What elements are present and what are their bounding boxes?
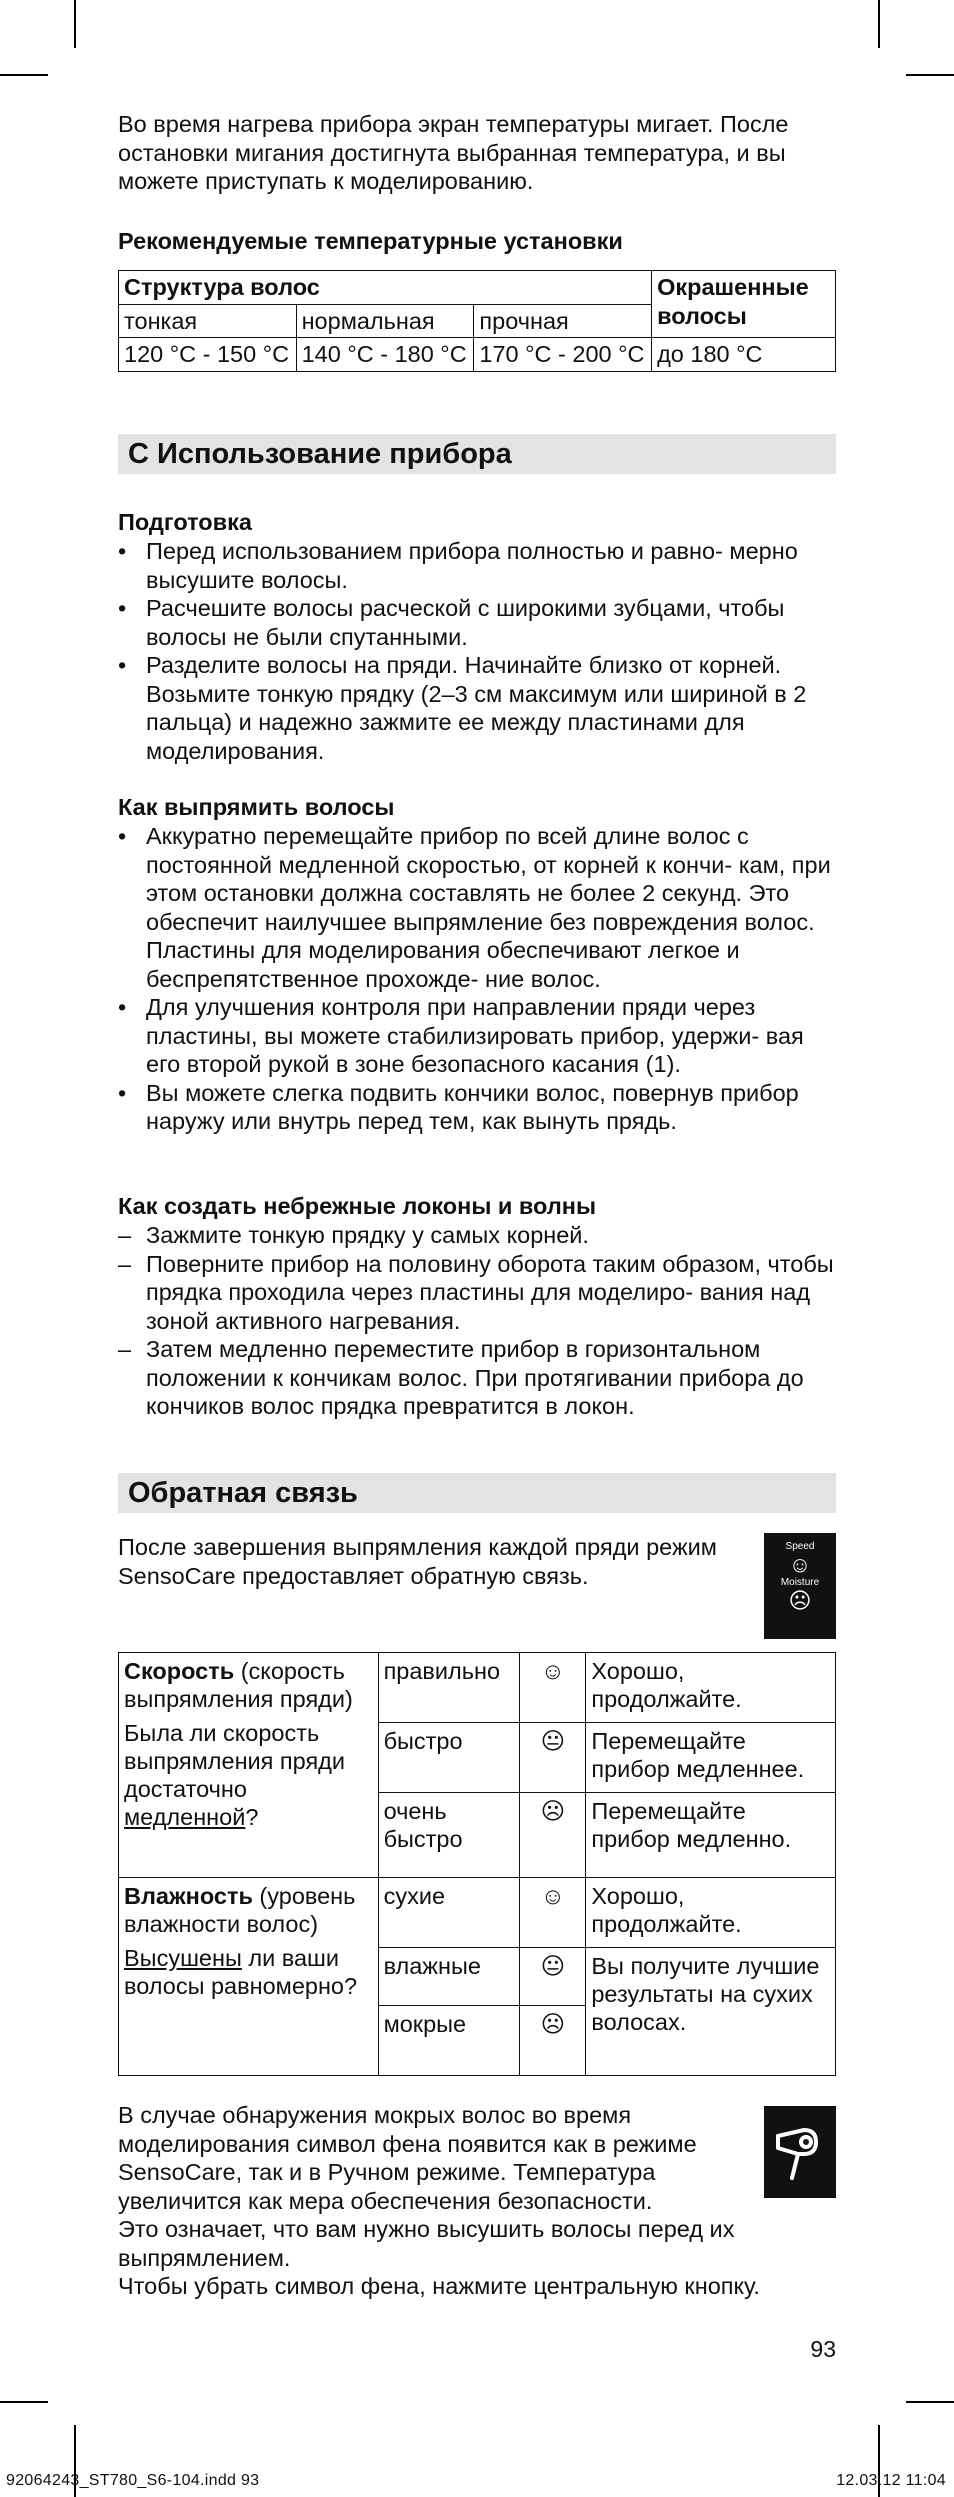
speed-advice-fast: Перемещайте прибор медленнее. bbox=[586, 1723, 836, 1793]
speed-title-rest: (скорость выпрямления пряди) bbox=[124, 1658, 353, 1712]
temp-strong: 170 °C - 200 °C bbox=[474, 338, 652, 372]
feedback-heading: Обратная связь bbox=[118, 1473, 836, 1513]
type-fine: тонкая bbox=[119, 304, 297, 338]
hair-dryer-icon bbox=[764, 2106, 836, 2198]
type-strong: прочная bbox=[474, 304, 652, 338]
feedback-paragraph: После завершения выпрямления каждой пряди режим SensoCare предоставляет обратную связь. bbox=[118, 1534, 717, 1589]
temp-colored: до 180 °C bbox=[652, 338, 836, 372]
moisture-title: Влажность bbox=[124, 1883, 253, 1909]
frown-face-icon: ☹ bbox=[788, 1588, 812, 1613]
wet-text-1: В случае обнаружения мокрых волос во время моделирования символ фена появится как в режиме SensoCare, так и в Ручном режиме. Температура увеличится как мера обеспечения безопасности. bbox=[118, 2102, 697, 2214]
crop-mark bbox=[906, 74, 954, 76]
curls-title: Как создать небрежные локоны и волны bbox=[118, 1193, 597, 1219]
moisture-state-dry: сухие bbox=[378, 1878, 520, 1948]
speed-advice-very-fast: Перемещайте прибор медленно. bbox=[586, 1793, 836, 1878]
smile-face-icon: ☺ bbox=[520, 1653, 586, 1723]
structure-header: Структура волос bbox=[119, 271, 652, 305]
crop-mark bbox=[0, 2401, 48, 2403]
wet-text-2: Это означает, что вам нужно высушить волосы перед их выпрямлением. bbox=[118, 2216, 735, 2271]
moisture-advice-dry: Хорошо, продолжайте. bbox=[586, 1878, 836, 1948]
crop-mark bbox=[878, 0, 880, 48]
moisture-state-damp: влажные bbox=[378, 1948, 520, 2006]
sensocare-display-icon bbox=[764, 1533, 836, 1639]
temp-table-title: Рекомендуемые температурные установки bbox=[118, 228, 623, 254]
moisture-description bbox=[119, 1878, 379, 2076]
smile-face-icon: ☺ bbox=[788, 1552, 812, 1577]
feedback-table bbox=[118, 1652, 836, 2076]
moisture-advice-shared: Вы получите лучшие результаты на сухих волосах. bbox=[586, 1948, 836, 2076]
footer-date: 12.03.12 11:04 bbox=[836, 2472, 946, 2489]
speed-description bbox=[119, 1653, 379, 1878]
temp-normal: 140 °C - 180 °C bbox=[296, 338, 474, 372]
list-item: • Расчешите волосы расческой с широкими зубцами, чтобы волосы не были спутанными. bbox=[118, 594, 836, 651]
prep-list bbox=[118, 537, 836, 765]
footer-file-info: 92064243_ST780_S6-104.indd 93 bbox=[6, 2472, 260, 2489]
section-c-heading: C Использование прибора bbox=[118, 434, 836, 474]
list-item: – Затем медленно переместите прибор в горизонтальном положении к кончикам волос. При протягивании прибора до кончиков волос прядка превратится в локон. bbox=[118, 1335, 836, 1421]
list-item: – Зажмите тонкую прядку у самых корней. bbox=[118, 1221, 836, 1250]
curls-list bbox=[118, 1221, 836, 1421]
wet-hair-paragraph bbox=[118, 2101, 836, 2301]
list-item: • Вы можете слегка подвить кончики волос, повернув прибор наружу или внутрь перед тем, как вынуть прядь. bbox=[118, 1079, 836, 1136]
intro-paragraph: Во время нагрева прибора экран температуры мигает. После остановки мигания достигнута выбранная температура, и вы можете приступать к моделированию. bbox=[118, 111, 789, 194]
speed-state-fast: быстро bbox=[378, 1723, 520, 1793]
list-item: • Разделите волосы на пряди. Начинайте близко от корней. Возьмите тонкую прядку (2–3 см максимум или шириной в 2 пальца) и надежно зажмите ее между пластинами для моделирования. bbox=[118, 651, 836, 765]
temperature-table bbox=[118, 270, 836, 372]
type-normal: нормальная bbox=[296, 304, 474, 338]
temp-fine: 120 °C - 150 °C bbox=[119, 338, 297, 372]
list-item: • Для улучшения контроля при направлении пряди через пластины, вы можете стабилизировать прибор, удержи- вая его второй рукой в зоне безопасного касания (1). bbox=[118, 993, 836, 1079]
prep-title: Подготовка bbox=[118, 509, 252, 535]
straighten-list bbox=[118, 822, 836, 1136]
moisture-state-wet: мокрые bbox=[378, 2006, 520, 2076]
display-speed-label: Speed bbox=[785, 1541, 815, 1552]
smile-face-icon: ☺ bbox=[520, 1878, 586, 1948]
list-item: • Аккуратно перемещайте прибор по всей длине волос с постоянной медленной скоростью, от корней к кончи- кам, при этом остановки должна составлять не более 2 секунд. Это обеспечит наилучшее выпрямление без повреждения волос. Пластины для моделирования обеспечивают легкое и беспрепятственное прохожде- ние волос. bbox=[118, 822, 836, 993]
list-item: • Перед использованием прибора полностью и равно- мерно высушите волосы. bbox=[118, 537, 836, 594]
crop-mark bbox=[0, 74, 48, 76]
display-moisture-label: Moisture bbox=[780, 1577, 820, 1588]
page-number: 93 bbox=[810, 2336, 836, 2362]
speed-state-very-fast: очень быстро bbox=[378, 1793, 520, 1878]
speed-question: Была ли скорость выпрямления пряди достаточно медленной? bbox=[124, 1720, 346, 1830]
colored-header: Окрашенные волосы bbox=[652, 271, 836, 338]
straighten-title: Как выпрямить волосы bbox=[118, 794, 395, 820]
neutral-face-icon: 😐 bbox=[520, 1948, 586, 2006]
crop-mark bbox=[906, 2401, 954, 2403]
crop-mark bbox=[74, 0, 76, 48]
speed-state-correct: правильно bbox=[378, 1653, 520, 1723]
moisture-title-rest: (уровень влажности волос) bbox=[124, 1883, 356, 1937]
moisture-question: Высушены ли ваши волосы равномерно? bbox=[124, 1945, 358, 1999]
speed-title: Скорость bbox=[124, 1658, 235, 1684]
frown-face-icon: ☹ bbox=[520, 1793, 586, 1878]
speed-advice-correct: Хорошо, продолжайте. bbox=[586, 1653, 836, 1723]
list-item: – Поверните прибор на половину оборота таким образом, чтобы прядка проходила через пластины для моделиро- вания над зоной активного нагревания. bbox=[118, 1250, 836, 1336]
neutral-face-icon: 😐 bbox=[520, 1723, 586, 1793]
wet-text-3: Чтобы убрать символ фена, нажмите центральную кнопку. bbox=[118, 2273, 760, 2299]
frown-face-icon: ☹ bbox=[520, 2006, 586, 2076]
